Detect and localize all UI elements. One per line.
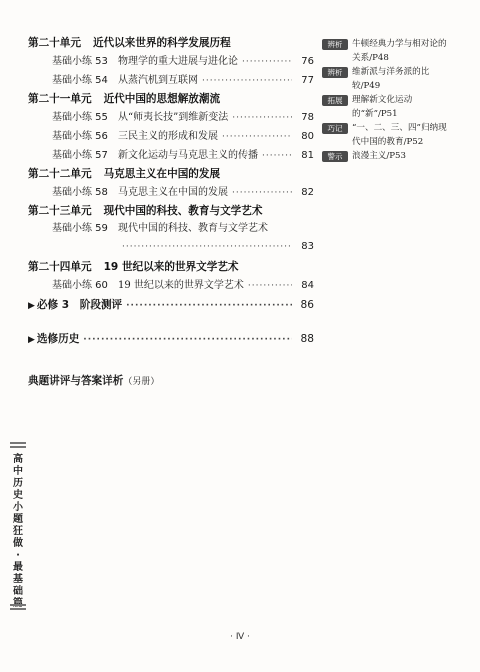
leader-dots <box>83 330 292 350</box>
leader-dots <box>262 147 292 166</box>
spine-label: 高中历史 小题狂做·最基础 <box>10 442 26 610</box>
toc-entry[interactable]: 基础小练 56 三民主义的形成和发展 ····· 80 <box>28 127 314 146</box>
unit-heading: 第二十四单元 19 世纪以来的世界文学艺术 <box>28 261 239 273</box>
side-note[interactable]: 警示 浪漫主义/P53 <box>322 150 454 164</box>
unit-heading: 第二十三单元 现代中国的科技、教育与文学艺术 <box>28 205 263 217</box>
triangle-icon: ▶ <box>28 301 35 311</box>
triangle-icon: ▶ <box>28 335 35 345</box>
leader-dots <box>248 277 292 296</box>
page-number: · Ⅳ · <box>230 632 250 642</box>
badge: 拓展 <box>322 95 348 106</box>
unit-heading: 第二十二单元 马克思主义在中国的发展 <box>28 168 221 180</box>
section-assessment[interactable]: ▶ 必修 3 阶段测评 ····· 86 <box>28 295 314 315</box>
side-note[interactable]: 辨析 维新派与洋务派的比较/P49 <box>322 66 454 93</box>
toc-entry[interactable]: 基础小练 59 现代中国的科技、教育与文学艺术 ····· 83 <box>28 220 314 252</box>
toc-entry[interactable]: 基础小练 58 马克思主义在中国的发展 ····· 82 <box>28 183 314 202</box>
section-elective[interactable]: ▶ 选修历史 ····· 88 <box>28 329 314 349</box>
divider <box>10 608 26 610</box>
side-note[interactable]: 辨析 牛顿经典力学与相对论的关系/P48 <box>322 38 454 65</box>
leader-dots <box>232 109 292 128</box>
badge: 巧记 <box>322 123 348 134</box>
toc-entry[interactable]: 基础小练 57 新文化运动与马克思主义的传播 ····· 81 <box>28 146 314 165</box>
side-note[interactable]: 拓展 理解新文化运动的“新”/P51 <box>322 94 454 121</box>
leader-dots <box>202 72 292 91</box>
answers-note: 典题讲评与答案详析（另册） <box>28 375 160 387</box>
badge: 辨析 <box>322 67 348 78</box>
toc-entry[interactable]: 基础小练 54 从蒸汽机到互联网 ····· 77 <box>28 71 314 90</box>
badge: 辨析 <box>322 39 348 50</box>
leader-dots <box>122 238 292 256</box>
leader-dots <box>222 128 292 147</box>
leader-dots <box>242 53 292 72</box>
badge: 警示 <box>322 151 348 162</box>
toc-entry[interactable]: 基础小练 55 从“师夷长技”到维新变法 ····· 78 <box>28 108 314 127</box>
leader-dots <box>232 184 292 203</box>
toc-entry[interactable]: 基础小练 53 物理学的重大进展与进化论 ····· 76 <box>28 52 314 71</box>
divider <box>10 446 26 448</box>
table-of-contents <box>28 34 314 349</box>
unit-heading: 第二十一单元 近代中国的思想解放潮流 <box>28 93 221 105</box>
toc-entry[interactable]: 基础小练 60 19 世纪以来的世界文学艺术 ····· 84 <box>28 276 314 295</box>
divider <box>10 604 26 606</box>
divider <box>10 442 26 444</box>
sidebar-notes <box>322 38 454 165</box>
unit-heading: 第二十单元 近代以来世界的科学发展历程 <box>28 37 231 49</box>
side-note[interactable]: 巧记 “一、二、三、四”归纳现代中国的教育/P52 <box>322 122 454 149</box>
leader-dots <box>126 296 292 316</box>
